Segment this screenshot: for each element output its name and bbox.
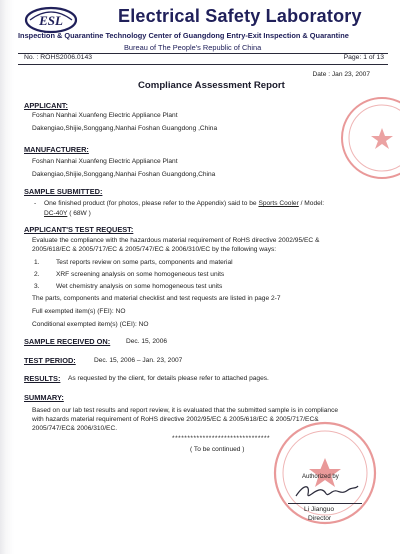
esl-logo [24, 6, 78, 34]
sample-product: Sports Cooler [258, 200, 299, 207]
summary-line-2: with hazards material requirement of RoHS directive 2002/95/EC & 2005/618/EC & 2005/717/EC& [32, 416, 319, 423]
report-date: Date : Jan 23, 2007 [312, 71, 370, 78]
cei-line: Conditional exempted item(s) (CEI): NO [32, 321, 149, 328]
handwritten-signature [292, 480, 362, 502]
signatory-name: Li Jianguo [304, 506, 335, 513]
summary-line-3: 2005/747/EC& 2006/310/EC. [32, 425, 118, 432]
manufacturer-address: Dakengiao,Shijie,Songgang,Nanhai Foshan Guangdong,China [32, 171, 216, 178]
manufacturer-name: Foshan Nanhai Xuanfeng Electric Appliance Plant [32, 158, 178, 165]
request-item-text: Wet chemistry analysis on some homogeneous test units [56, 283, 223, 290]
authorized-by-label: Authorized by [302, 474, 339, 480]
signatory-title: Director [308, 515, 332, 522]
continued-note: ( To be continued ) [190, 446, 245, 453]
results-value: As requested by the client, for details please refer to attached pages. [68, 375, 269, 382]
request-item-text: Test reports review on some parts, components and material [56, 259, 233, 266]
fei-line: Full exempted item(s) (FEI): NO [32, 308, 126, 315]
sample-description: One finished product (for photos, please refer to the Appendix) said to be Sports Cooler / Model: [44, 200, 325, 207]
summary-heading: SUMMARY: [24, 393, 64, 402]
sample-model: DC-40Y [44, 210, 68, 217]
period-label: TEST PERIOD: [24, 356, 76, 365]
applicant-heading: APPLICANT: [24, 101, 68, 110]
applicant-address: Dakengiao,Shijie,Songgang,Nanhai Foshan Guangdong ,China [32, 125, 218, 132]
sample-power: ( 68W ) [69, 210, 91, 217]
request-line-1: Evaluate the compliance with the hazardous material requirement of RoHS directive 2002/95/EC & [32, 237, 320, 244]
request-item-text: XRF screening analysis on some homogeneous test units [56, 271, 225, 278]
period-value: Dec. 15, 2006 – Jan. 23, 2007 [94, 357, 183, 364]
official-seal-top [338, 92, 400, 184]
request-item-number: 2. [34, 271, 40, 278]
received-value: Dec. 15, 2006 [126, 338, 168, 345]
request-item-number: 3. [34, 283, 40, 290]
sample-model-line [44, 210, 91, 217]
sample-bullet: - [34, 200, 37, 207]
lab-title: Electrical Safety Laboratory [118, 6, 362, 26]
star-separator: ******************************** [172, 435, 271, 442]
fei-value: NO [115, 308, 126, 315]
report-number: No. : ROHS2006.0143 [24, 54, 93, 61]
summary-line-1: Based on our lab test results and report review, it is evaluated that the submitted sample is in compliance [32, 407, 339, 414]
page-indicator: Page: 1 of 13 [343, 54, 384, 61]
lab-subtitle-1: Inspection & Quarantine Technology Center of Guangdong Entry-Exit Inspection & Quarantine [18, 31, 349, 40]
sample-heading: SAMPLE SUBMITTED: [24, 187, 103, 196]
signature-line [288, 503, 362, 504]
parts-checklist-note: The parts, components and material checklist and test requests are listed in page 2-7 [32, 295, 281, 302]
results-label: RESULTS: [24, 374, 61, 383]
report-title: Compliance Assessment Report [138, 80, 285, 91]
lab-subtitle-2: Bureau of The People's Republic of China [124, 43, 262, 52]
manufacturer-heading: MANUFACTURER: [24, 145, 89, 154]
svg-text:ESL: ESL [39, 13, 63, 28]
received-label: SAMPLE RECEIVED ON: [24, 337, 111, 346]
request-item-number: 1. [34, 259, 40, 266]
reference-row [18, 54, 390, 64]
cei-value: NO [138, 321, 149, 328]
request-heading: APPLICANT'S TEST REQUEST: [24, 225, 134, 234]
header-divider-bottom [18, 64, 388, 65]
applicant-name: Foshan Nanhai Xuanfeng Electric Appliance Plant [32, 112, 178, 119]
request-line-2: 2005/618/EC & 2005/717/EC & 2005/747/EC & 2006/310/EC by the following ways: [32, 246, 277, 253]
